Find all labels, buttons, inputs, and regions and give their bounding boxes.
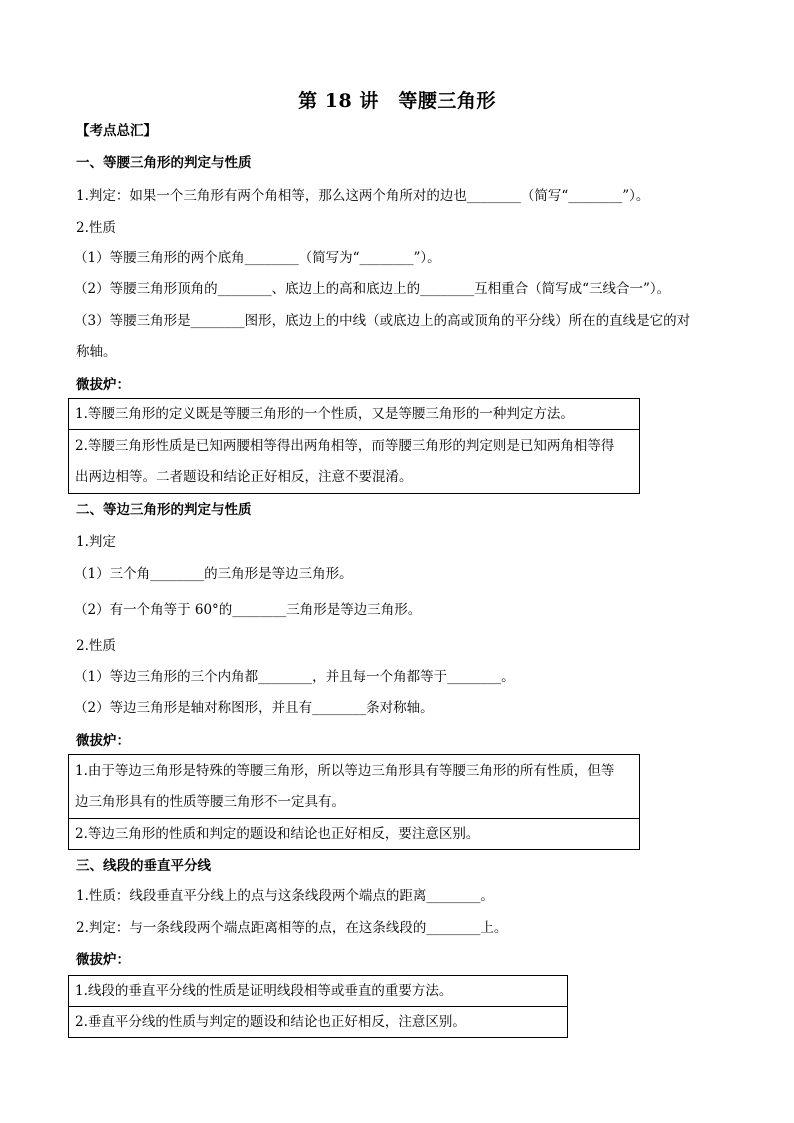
s1-property-1: （1）等腰三角形的两个底角________（简写为“________”）。: [74, 250, 441, 266]
s2-tip-1a: 1.由于等边三角形是特殊的等腰三角形，所以等边三角形具有等腰三角形的所有性质，但等: [75, 763, 615, 779]
s2-tip-1b: 边三角形具有的性质等腰三角形不一定具有。: [75, 794, 345, 810]
section-1-heading: 一、等腰三角形的判定与性质: [76, 155, 252, 171]
s3-property-text: 1.性质：线段垂直平分线上的点与这条线段两个端点的距离________。: [76, 888, 494, 904]
s1-property-3b: 称轴。: [76, 344, 117, 360]
summary-heading: 【考点总汇】: [76, 123, 157, 139]
s3-judge-text: 2.判定：与一条线段两个端点距离相等的点，在这条线段的________上。: [76, 920, 508, 936]
section-3-heading: 三、线段的垂直平分线: [76, 858, 211, 874]
s1-tip-box: [68, 398, 640, 494]
page-title: 第 18 讲 等腰三角形: [298, 90, 496, 112]
s2-judge-1: （1）三个角________的三角形是等边三角形。: [74, 566, 353, 582]
s2-property-2: （2）等边三角形是轴对称图形，并且有________条对称轴。: [74, 700, 434, 716]
s2-tip-box: [68, 754, 640, 850]
section-2-heading: 二、等边三角形的判定与性质: [76, 502, 252, 518]
s3-tip-1: 1.线段的垂直平分线的性质是证明线段相等或垂直的重要方法。: [75, 983, 453, 999]
s1-judge-text: 1.判定：如果一个三角形有两个角相等，那么这两个角所对的边也________（简写“________”）。: [76, 188, 650, 204]
s2-property-1: （1）等边三角形的三个内角都________，并且每一个角都等于________。: [74, 669, 515, 685]
s1-tip-1: 1.等腰三角形的定义既是等腰三角形的一个性质，又是等腰三角形的一种判定方法。: [75, 406, 574, 422]
s2-tip-2: 2.等边三角形的性质和判定的题设和结论也正好相反，要注意区别。: [69, 818, 639, 849]
s1-tip-label: 微拔炉：: [76, 377, 130, 393]
s3-tip-2: 2.垂直平分线的性质与判定的题设和结论也正好相反，注意区别。: [69, 1006, 567, 1037]
s1-tip-2b: 出两边相等。二者题设和结论正好相反，注意不要混淆。: [75, 469, 413, 485]
s2-judge-heading: 1.判定: [76, 534, 116, 550]
s1-tip-2a: 2.等腰三角形性质是已知两腰相等得出两角相等，而等腰三角形的判定则是已知两角相等得: [75, 438, 615, 454]
s2-tip-label: 微拔炉：: [76, 733, 130, 749]
s2-judge-2: （2）有一个角等于 60°的________三角形是等边三角形。: [74, 602, 422, 618]
s1-tip-2-block: [69, 429, 639, 493]
s1-property-3a: （3）等腰三角形是________图形，底边上的中线（或底边上的高或顶角的平分线）所在的直线是它的对: [74, 313, 691, 329]
s2-tip-1-block: [69, 755, 639, 818]
s1-property-2: （2）等腰三角形顶角的________、底边上的高和底边上的________互相重合（简写成“三线合一”）。: [74, 281, 671, 297]
s3-tip-label: 微拔炉：: [76, 952, 130, 968]
s1-property-heading: 2.性质: [76, 220, 116, 236]
s2-property-heading: 2.性质: [76, 638, 116, 654]
s3-tip-box: [68, 975, 568, 1038]
